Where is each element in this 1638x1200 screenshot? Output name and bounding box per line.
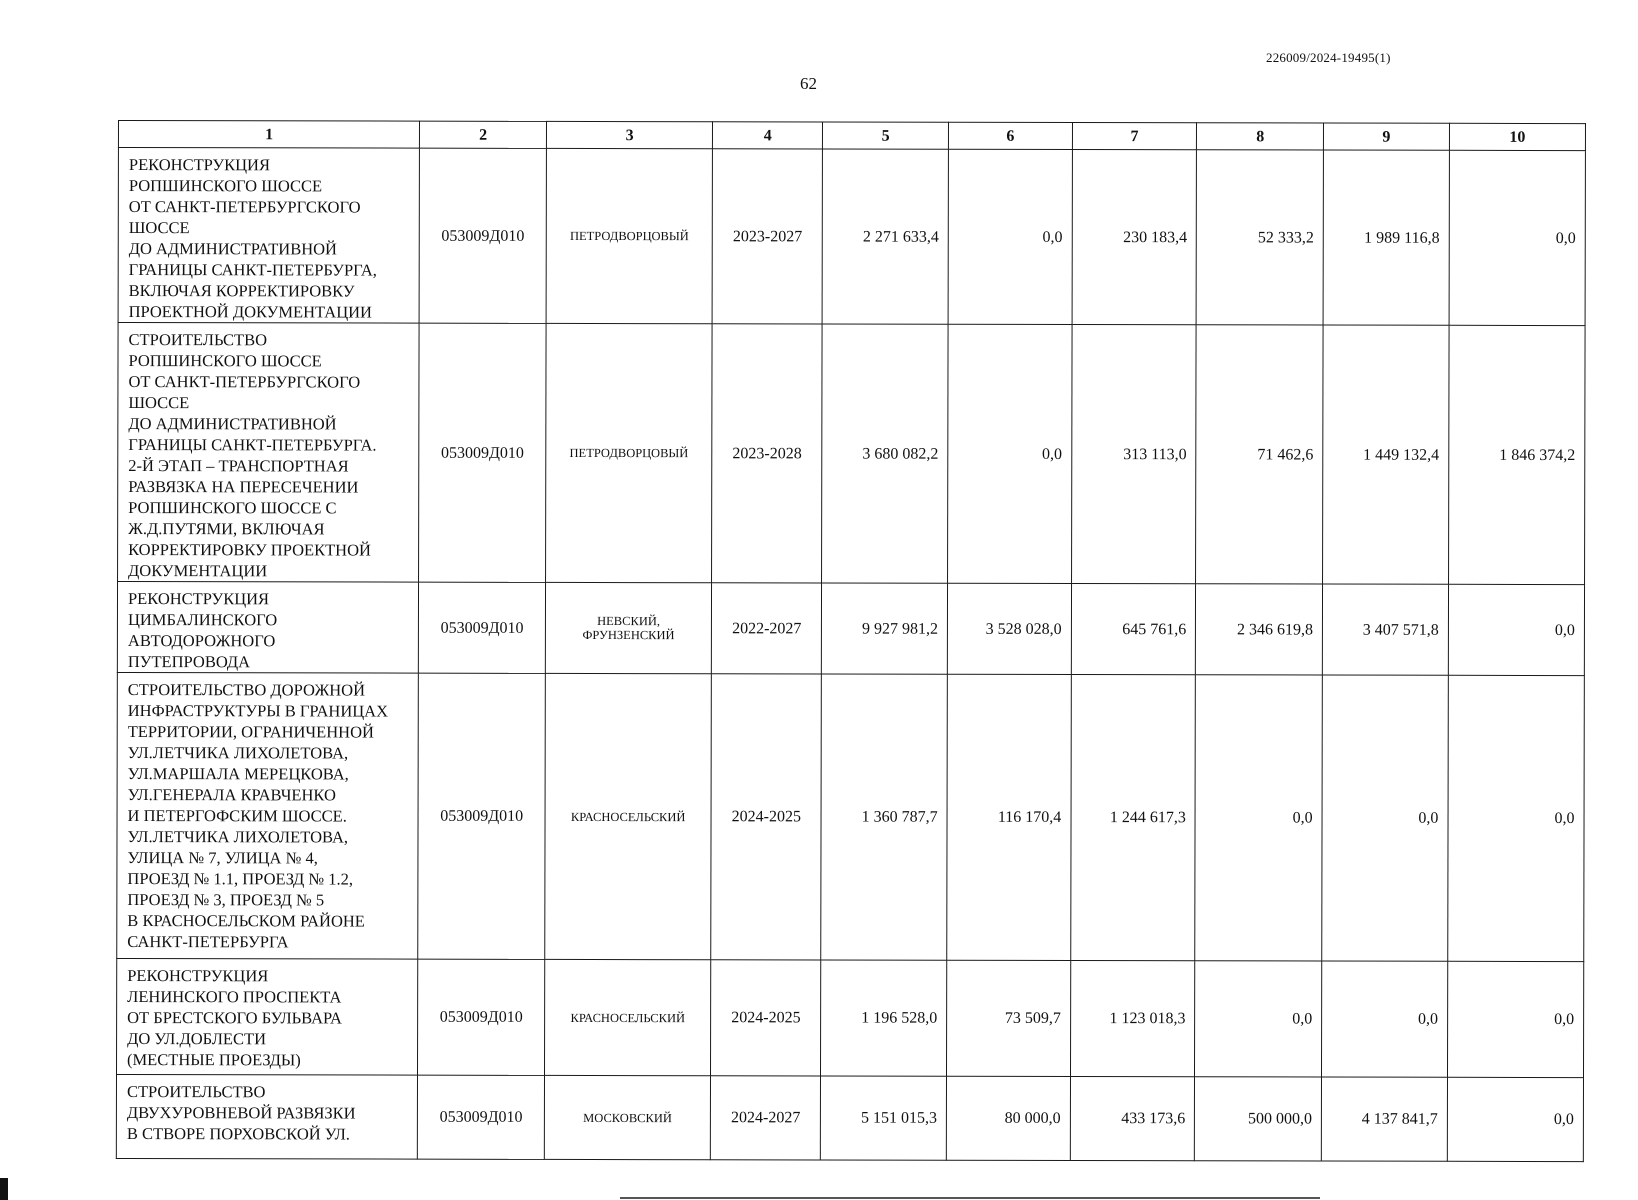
header-row bbox=[118, 121, 1585, 151]
value-col-6: 0,0 bbox=[948, 149, 1072, 324]
value-col-9: 0,0 bbox=[1322, 961, 1448, 1077]
column-header: 3 bbox=[546, 121, 712, 148]
column-header: 8 bbox=[1197, 123, 1324, 150]
value-col-7: 1 123 018,3 bbox=[1070, 960, 1195, 1076]
value-col-9: 3 407 571,8 bbox=[1322, 584, 1448, 675]
table-container bbox=[116, 120, 1586, 1162]
period: 2023-2028 bbox=[712, 324, 823, 583]
district: КРАСНОСЕЛЬСКИЙ bbox=[545, 959, 711, 1075]
district: ПЕТРОДВОРЦОВЫЙ bbox=[546, 148, 713, 323]
period: 2023-2027 bbox=[712, 149, 822, 324]
period: 2024-2025 bbox=[711, 674, 822, 960]
value-col-9: 4 137 841,7 bbox=[1321, 1077, 1447, 1161]
project-code: 053009Д010 bbox=[418, 673, 545, 959]
scan-edge-mark bbox=[0, 1178, 8, 1200]
district: КРАСНОСЕЛЬСКИЙ bbox=[545, 673, 712, 959]
value-col-10: 0,0 bbox=[1448, 675, 1585, 961]
column-header: 2 bbox=[420, 121, 547, 148]
value-col-5: 9 927 981,2 bbox=[822, 583, 948, 674]
document-id: 226009/2024-19495(1) bbox=[1266, 50, 1391, 65]
value-col-7: 313 113,0 bbox=[1071, 324, 1196, 583]
district: МОСКОВСКИЙ bbox=[544, 1075, 710, 1159]
value-col-10: 0,0 bbox=[1447, 1077, 1583, 1161]
column-header: 4 bbox=[713, 122, 823, 149]
period: 2022-2027 bbox=[712, 583, 822, 674]
value-col-7: 645 761,6 bbox=[1071, 583, 1196, 674]
table-row bbox=[116, 1074, 1583, 1161]
value-col-6: 0,0 bbox=[948, 324, 1072, 583]
value-col-5: 3 680 082,2 bbox=[822, 324, 948, 583]
period: 2024-2027 bbox=[711, 1076, 821, 1160]
value-col-7: 1 244 617,3 bbox=[1070, 674, 1195, 960]
value-col-10: 0,0 bbox=[1449, 150, 1586, 325]
column-header: 1 bbox=[118, 121, 419, 149]
value-col-8: 0,0 bbox=[1195, 675, 1322, 961]
value-col-5: 2 271 633,4 bbox=[822, 149, 948, 324]
project-code: 053009Д010 bbox=[419, 582, 546, 673]
district: ПЕТРОДВОРЦОВЫЙ bbox=[546, 323, 713, 582]
column-header: 10 bbox=[1449, 123, 1585, 150]
value-col-10: 0,0 bbox=[1448, 584, 1584, 675]
value-col-6: 80 000,0 bbox=[946, 1076, 1070, 1160]
table-row bbox=[118, 148, 1585, 326]
value-col-8: 500 000,0 bbox=[1195, 1077, 1322, 1161]
column-header: 7 bbox=[1072, 122, 1197, 149]
project-code: 053009Д010 bbox=[419, 323, 546, 582]
project-name: РЕКОНСТРУКЦИЯ ЦИМБАЛИНСКОГО АВТОДОРОЖНОГО ПУТЕПРОВОДА bbox=[117, 582, 418, 674]
value-col-6: 3 528 028,0 bbox=[947, 583, 1071, 674]
project-code: 053009Д010 bbox=[418, 959, 545, 1075]
project-code: 053009Д010 bbox=[418, 1075, 545, 1159]
column-header: 9 bbox=[1324, 123, 1450, 150]
project-code: 053009Д010 bbox=[419, 148, 546, 323]
value-col-6: 116 170,4 bbox=[947, 674, 1071, 960]
value-col-10: 1 846 374,2 bbox=[1448, 325, 1585, 584]
value-col-8: 71 462,6 bbox=[1196, 325, 1323, 584]
table-row bbox=[117, 582, 1584, 676]
scan-artifact-line bbox=[620, 1197, 1320, 1199]
value-col-6: 73 509,7 bbox=[947, 960, 1071, 1076]
district: НЕВСКИЙ, ФРУНЗЕНСКИЙ bbox=[545, 582, 711, 673]
project-name: СТРОИТЕЛЬСТВО ДВУХУРОВНЕВОЙ РАЗВЯЗКИ В СТВОРЕ ПОРХОВСКОЙ УЛ. bbox=[116, 1074, 417, 1159]
value-col-9: 1 449 132,4 bbox=[1323, 325, 1449, 584]
value-col-9: 0,0 bbox=[1322, 675, 1448, 961]
data-table bbox=[116, 120, 1586, 1162]
column-header: 5 bbox=[823, 122, 949, 149]
project-name: РЕКОНСТРУКЦИЯ РОПШИНСКОГО ШОССЕ ОТ САНКТ-ПЕТЕРБУРГСКОГО ШОССЕ ДО АДМИНИСТРАТИВНОЙ ГРАНИЦЫ САНКТ-ПЕТЕРБУРГА, ВКЛЮЧАЯ КОРРЕКТИРОВКУ ПРОЕКТНОЙ ДОКУМЕНТАЦИИ bbox=[118, 148, 420, 324]
value-col-7: 230 183,4 bbox=[1072, 149, 1197, 324]
table-row bbox=[117, 958, 1584, 1077]
table-row bbox=[117, 672, 1585, 961]
value-col-7: 433 173,6 bbox=[1070, 1076, 1195, 1160]
value-col-10: 0,0 bbox=[1447, 961, 1583, 1077]
table-row bbox=[118, 323, 1586, 585]
value-col-5: 5 151 015,3 bbox=[821, 1076, 947, 1160]
project-name: РЕКОНСТРУКЦИЯ ЛЕНИНСКОГО ПРОСПЕКТА ОТ БРЕСТСКОГО БУЛЬВАРА ДО УЛ.ДОБЛЕСТИ (МЕСТНЫЕ ПРОЕЗДЫ) bbox=[117, 958, 419, 1075]
value-col-5: 1 360 787,7 bbox=[821, 674, 947, 960]
column-header: 6 bbox=[949, 122, 1073, 149]
value-col-8: 2 346 619,8 bbox=[1196, 584, 1323, 675]
project-name: СТРОИТЕЛЬСТВО ДОРОЖНОЙ ИНФРАСТРУКТУРЫ В ГРАНИЦАХ ТЕРРИТОРИИ, ОГРАНИЧЕННОЙ УЛ.ЛЕТЧИКА ЛИХОЛЕТОВА, УЛ.МАРШАЛА МЕРЕЦКОВА, УЛ.ГЕНЕРАЛА КРАВЧЕНКО И ПЕТЕРГОФСКИМ ШОССЕ. УЛ.ЛЕТЧИКА ЛИХОЛЕТОВА, УЛИЦА № 7, УЛИЦА № 4, ПРОЕЗД № 1.1, ПРОЕЗД № 1.2, ПРОЕЗД № 3, ПРОЕЗД № 5 В КРАСНОСЕЛЬСКОМ РАЙОНЕ САНКТ-ПЕТЕРБУРГА bbox=[117, 672, 419, 959]
page-number: 62 bbox=[800, 74, 817, 93]
value-col-9: 1 989 116,8 bbox=[1323, 150, 1449, 325]
value-col-5: 1 196 528,0 bbox=[821, 960, 947, 1076]
project-name: СТРОИТЕЛЬСТВО РОПШИНСКОГО ШОССЕ ОТ САНКТ-ПЕТЕРБУРГСКОГО ШОССЕ ДО АДМИНИСТРАТИВНОЙ ГРАНИЦЫ САНКТ-ПЕТЕРБУРГА. 2-Й ЭТАП – ТРАНСПОРТНАЯ РАЗВЯЗКА НА ПЕРЕСЕЧЕНИИ РОПШИНСКОГО ШОССЕ С Ж.Д.ПУТЯМИ, ВКЛЮЧАЯ КОРРЕКТИРОВКУ ПРОЕКТНОЙ ДОКУМЕНТАЦИИ bbox=[118, 323, 420, 583]
period: 2024-2025 bbox=[711, 960, 821, 1076]
value-col-8: 52 333,2 bbox=[1196, 150, 1323, 325]
value-col-8: 0,0 bbox=[1195, 961, 1322, 1077]
